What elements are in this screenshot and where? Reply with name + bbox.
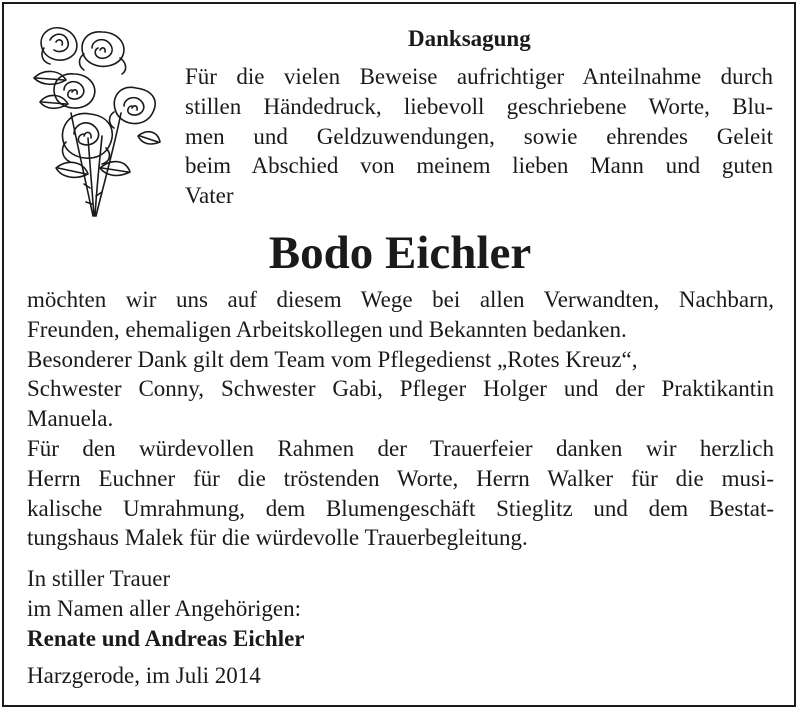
body-line: Schwester Conny, Schwester Gabi, Pfleger Holger und der Praktikantin (27, 376, 774, 402)
intro-line: stillen Händedruck, liebevoll geschriebene Worte, Blu- (185, 93, 773, 119)
body-line: Besonderer Dank gilt dem Team vom Pflegedienst „Rotes Kreuz“, (27, 346, 638, 372)
intro-paragraph (185, 62, 773, 211)
body-line: tungshaus Malek für die würdevolle Trauerbegleitung. (27, 525, 528, 551)
body-line: Für den würdevollen Rahmen der Trauerfeier danken wir herzlich (27, 435, 774, 461)
closing-line: In stiller Trauer (27, 566, 171, 591)
thanks-paragraph (27, 285, 774, 553)
body-line: Manuela. (27, 406, 114, 432)
intro-line: Vater (185, 183, 234, 209)
deceased-name: Bodo Eichler (268, 227, 532, 279)
intro-line: men und Geldzuwendungen, sowie ehrendes Geleit (185, 123, 773, 149)
body-line: Freunden, ehemaligen Arbeitskollegen und Bekannten bedanken. (27, 316, 627, 342)
notice-heading: Danksagung (408, 26, 531, 51)
intro-line: Für die vielen Beweise aufrichtiger Anteilnahme durch (185, 64, 773, 89)
body-line: möchten wir uns auf diesem Wege bei allen Verwandten, Nachbarn, (27, 287, 774, 312)
body-line: Herrn Euchner für die tröstenden Worte, Herrn Walker für die musi- (27, 465, 774, 491)
roses-illustration-icon (26, 18, 162, 218)
closing-block (27, 564, 305, 653)
signers: Renate und Andreas Eichler (27, 625, 305, 651)
body-line: kalische Umrahmung, dem Blumengeschäft Stieglitz und dem Bestat- (27, 495, 774, 521)
closing-line: im Namen aller Angehörigen: (27, 595, 302, 621)
intro-line: beim Abschied von meinem lieben Mann und guten (185, 153, 773, 179)
place-date: Harzgerode, im Juli 2014 (27, 663, 261, 688)
